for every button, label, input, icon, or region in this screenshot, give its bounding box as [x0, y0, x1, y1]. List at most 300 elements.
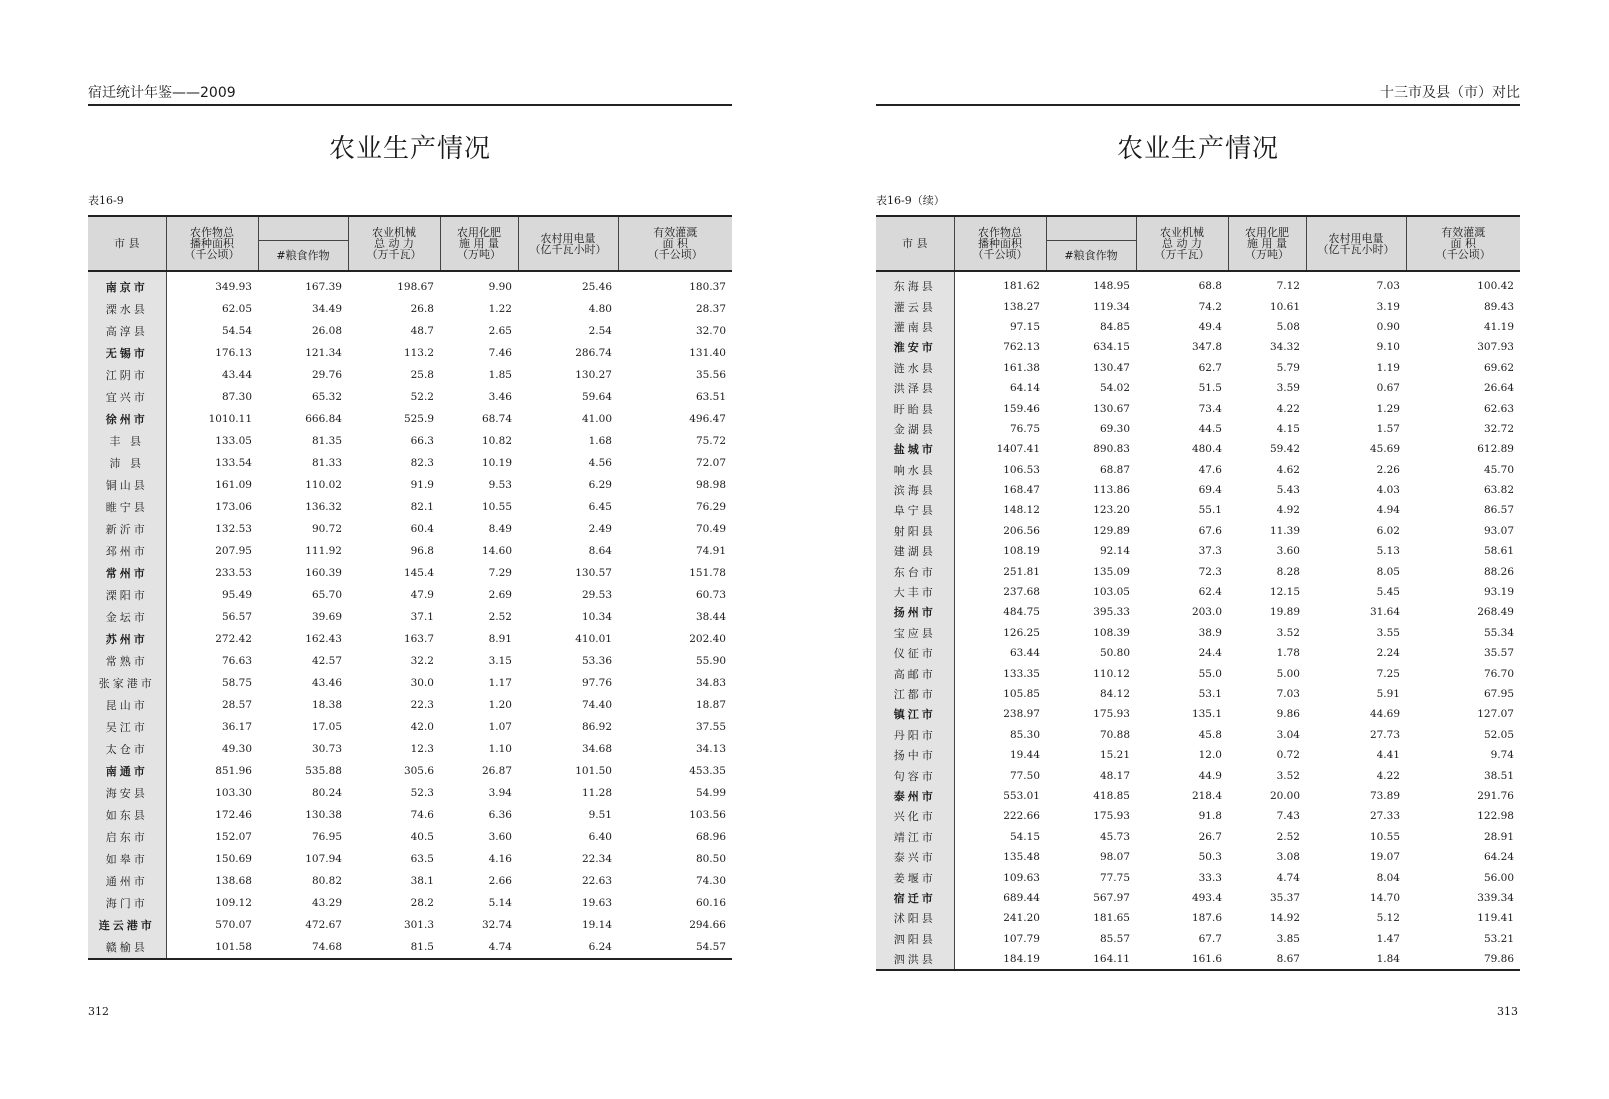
- cell-fertilizer: 6.36: [488, 809, 512, 821]
- row-name: 扬州市: [876, 602, 954, 622]
- cell-electricity: 101.50: [575, 765, 612, 777]
- row-name: 宝应县: [876, 623, 954, 643]
- cell-irrigation: 202.40: [689, 633, 726, 645]
- cell-electricity: 6.02: [1376, 524, 1400, 537]
- cell-crop-area: 58.75: [221, 677, 252, 689]
- cell-machinery: 51.5: [1198, 382, 1222, 395]
- cell-fertilizer: 0.72: [1276, 749, 1300, 762]
- cell-crop-area: 851.96: [215, 765, 252, 777]
- table-row: [876, 765, 1520, 785]
- cell-electricity: 29.53: [581, 589, 612, 601]
- cell-electricity: 5.12: [1376, 912, 1400, 925]
- cell-grain: 666.84: [305, 413, 342, 425]
- table-row: [88, 474, 732, 496]
- row-name: 如东县: [88, 804, 166, 826]
- cell-electricity: 3.19: [1376, 300, 1400, 313]
- table-row: [876, 419, 1520, 439]
- header-city: 市 县: [88, 216, 166, 271]
- cell-machinery: 38.9: [1198, 626, 1222, 639]
- cell-grain: 74.68: [311, 941, 342, 953]
- cell-grain: 81.35: [311, 435, 342, 447]
- cell-fertilizer: 7.43: [1276, 810, 1300, 823]
- table-row: [876, 317, 1520, 337]
- cell-irrigation: 72.07: [695, 457, 726, 469]
- cell-machinery: 12.3: [410, 743, 434, 755]
- cell-fertilizer: 1.10: [488, 743, 512, 755]
- row-name: 连云港市: [88, 914, 166, 936]
- cell-fertilizer: 14.60: [481, 545, 512, 557]
- table-row: [876, 623, 1520, 643]
- cell-electricity: 74.40: [581, 699, 612, 711]
- row-name: 溧阳市: [88, 584, 166, 606]
- cell-irrigation: 69.62: [1483, 361, 1514, 374]
- table-row: [88, 562, 732, 584]
- cell-electricity: 0.90: [1376, 320, 1400, 333]
- cell-grain: 472.67: [305, 919, 342, 931]
- cell-crop-area: 85.30: [1009, 728, 1040, 741]
- cell-fertilizer: 5.00: [1276, 667, 1300, 680]
- cell-crop-area: 101.58: [215, 941, 252, 953]
- cell-machinery: 66.3: [410, 435, 434, 447]
- cell-crop-area: 138.68: [215, 875, 252, 887]
- cell-irrigation: 93.07: [1483, 524, 1514, 537]
- row-name: 泰州市: [876, 786, 954, 806]
- cell-machinery: 347.8: [1191, 341, 1222, 354]
- cell-irrigation: 37.55: [695, 721, 726, 733]
- table-row: [876, 378, 1520, 398]
- cell-electricity: 1.68: [588, 435, 612, 447]
- row-name: 盐城市: [876, 439, 954, 459]
- cell-grain: 69.30: [1099, 422, 1130, 435]
- cell-fertilizer: 2.52: [488, 611, 512, 623]
- table-row: [876, 561, 1520, 581]
- cell-machinery: 48.7: [410, 325, 434, 337]
- cell-machinery: 68.8: [1198, 280, 1222, 293]
- row-name: 太仓市: [88, 738, 166, 760]
- row-name: 阜宁县: [876, 500, 954, 520]
- cell-electricity: 73.89: [1369, 789, 1400, 802]
- cell-fertilizer: 4.15: [1276, 422, 1300, 435]
- table-row: [876, 541, 1520, 561]
- cell-crop-area: 54.54: [221, 325, 252, 337]
- cell-irrigation: 127.07: [1477, 708, 1514, 721]
- table-row: [88, 650, 732, 672]
- cell-irrigation: 35.56: [695, 369, 726, 381]
- cell-electricity: 5.13: [1376, 545, 1400, 558]
- cell-grain: 110.02: [305, 479, 342, 491]
- cell-fertilizer: 19.89: [1269, 606, 1300, 619]
- table-row: [876, 460, 1520, 480]
- cell-electricity: 97.76: [581, 677, 612, 689]
- table-row: [88, 628, 732, 650]
- cell-irrigation: 32.70: [695, 325, 726, 337]
- cell-crop-area: 77.50: [1009, 769, 1040, 782]
- row-name: 丹阳市: [876, 725, 954, 745]
- table-row: [88, 716, 732, 738]
- cell-electricity: 86.92: [581, 721, 612, 733]
- cell-crop-area: 349.93: [215, 281, 252, 293]
- table-row: [876, 398, 1520, 418]
- page-number: 313: [1497, 1005, 1518, 1018]
- cell-crop-area: 272.42: [215, 633, 252, 645]
- row-name: 海门市: [88, 892, 166, 914]
- cell-grain: 18.38: [311, 699, 342, 711]
- row-name: 常熟市: [88, 650, 166, 672]
- cell-grain: 103.05: [1093, 586, 1130, 599]
- cell-fertilizer: 4.22: [1276, 402, 1300, 415]
- cell-electricity: 14.70: [1369, 891, 1400, 904]
- table-row: [88, 892, 732, 914]
- cell-irrigation: 180.37: [689, 281, 726, 293]
- cell-grain: 80.82: [311, 875, 342, 887]
- table-row: [876, 827, 1520, 847]
- cell-fertilizer: 26.87: [481, 765, 512, 777]
- cell-grain: 121.34: [305, 347, 342, 359]
- cell-machinery: 26.7: [1198, 830, 1222, 843]
- cell-fertilizer: 3.94: [488, 787, 512, 799]
- cell-crop-area: 206.56: [1003, 524, 1040, 537]
- table-row: [88, 386, 732, 408]
- table-row: [876, 888, 1520, 908]
- cell-irrigation: 74.30: [695, 875, 726, 887]
- table-row: [876, 745, 1520, 765]
- cell-machinery: 22.3: [410, 699, 434, 711]
- cell-electricity: 2.49: [588, 523, 612, 535]
- cell-fertilizer: 10.19: [481, 457, 512, 469]
- cell-crop-area: 207.95: [215, 545, 252, 557]
- cell-machinery: 73.4: [1198, 402, 1222, 415]
- cell-grain: 164.11: [1093, 953, 1130, 966]
- cell-fertilizer: 35.37: [1269, 891, 1300, 904]
- cell-grain: 175.93: [1093, 708, 1130, 721]
- table-row: [876, 582, 1520, 602]
- cell-crop-area: 105.85: [1003, 688, 1040, 700]
- cell-machinery: 25.8: [410, 369, 434, 381]
- cell-fertilizer: 1.22: [488, 303, 512, 315]
- table-row: [88, 320, 732, 342]
- table-label: 表16-9（续）: [876, 194, 945, 207]
- cell-fertilizer: 2.69: [488, 589, 512, 601]
- cell-grain: 50.80: [1099, 647, 1130, 660]
- cell-grain: 123.20: [1093, 504, 1130, 517]
- cell-electricity: 1.29: [1376, 402, 1400, 415]
- cell-irrigation: 151.78: [689, 567, 726, 579]
- cell-electricity: 286.74: [575, 347, 612, 359]
- row-name: 姜堰市: [876, 867, 954, 887]
- cell-machinery: 44.9: [1198, 769, 1222, 782]
- table-row: [876, 602, 1520, 622]
- cell-grain: 34.49: [311, 303, 342, 315]
- cell-grain: 130.38: [305, 809, 342, 821]
- row-name: 灌云县: [876, 296, 954, 316]
- cell-irrigation: 307.93: [1477, 341, 1514, 354]
- cell-machinery: 42.0: [410, 721, 434, 733]
- cell-grain: 81.33: [311, 457, 342, 469]
- row-name: 兴化市: [876, 806, 954, 826]
- cell-crop-area: 19.44: [1009, 749, 1040, 762]
- cell-crop-area: 109.63: [1003, 871, 1040, 884]
- cell-crop-area: 150.69: [215, 853, 252, 865]
- row-name: 镇江市: [876, 704, 954, 724]
- cell-irrigation: 496.47: [689, 413, 726, 425]
- cell-grain: 108.39: [1093, 626, 1130, 639]
- row-name: 张家港市: [88, 672, 166, 694]
- cell-grain: 107.94: [305, 853, 342, 865]
- row-name: 金湖县: [876, 419, 954, 439]
- row-name: 扬中市: [876, 745, 954, 765]
- cell-electricity: 9.51: [588, 809, 612, 821]
- row-name: 丰 县: [88, 430, 166, 452]
- table-row: [876, 643, 1520, 663]
- cell-crop-area: 36.17: [221, 721, 252, 733]
- cell-crop-area: 762.13: [1003, 341, 1040, 354]
- row-name: 吴江市: [88, 716, 166, 738]
- cell-crop-area: 133.05: [215, 435, 252, 447]
- cell-irrigation: 62.63: [1483, 402, 1514, 415]
- cell-electricity: 34.68: [581, 743, 612, 755]
- table-row: [88, 518, 732, 540]
- cell-machinery: 82.1: [410, 501, 434, 513]
- cell-electricity: 8.04: [1376, 871, 1400, 884]
- cell-machinery: 72.3: [1198, 565, 1222, 578]
- cell-machinery: 55.0: [1198, 667, 1222, 680]
- cell-grain: 39.69: [311, 611, 342, 623]
- row-name: 徐州市: [88, 408, 166, 430]
- table-row: [876, 704, 1520, 724]
- cell-grain: 111.92: [305, 545, 342, 557]
- cell-machinery: 47.6: [1198, 463, 1222, 476]
- cell-machinery: 45.8: [1198, 728, 1222, 741]
- cell-machinery: 63.5: [410, 853, 434, 865]
- cell-crop-area: 103.30: [215, 787, 252, 799]
- cell-electricity: 4.94: [1376, 504, 1400, 517]
- cell-irrigation: 41.19: [1483, 320, 1514, 333]
- table-row: [88, 848, 732, 870]
- cell-electricity: 27.33: [1369, 810, 1400, 823]
- cell-fertilizer: 2.65: [488, 325, 512, 337]
- cell-grain: 395.33: [1093, 606, 1130, 619]
- cell-crop-area: 241.20: [1003, 912, 1040, 925]
- cell-fertilizer: 11.39: [1269, 524, 1300, 537]
- cell-fertilizer: 3.60: [488, 831, 512, 843]
- cell-irrigation: 52.05: [1483, 728, 1514, 741]
- cell-electricity: 7.03: [1376, 280, 1400, 293]
- cell-machinery: 135.1: [1191, 708, 1222, 721]
- cell-fertilizer: 7.46: [488, 347, 512, 359]
- cell-irrigation: 291.76: [1477, 789, 1514, 802]
- cell-electricity: 410.01: [575, 633, 612, 645]
- cell-electricity: 31.64: [1369, 606, 1400, 619]
- cell-machinery: 145.4: [403, 567, 434, 579]
- cell-crop-area: 161.38: [1003, 361, 1040, 374]
- cell-electricity: 4.03: [1376, 484, 1400, 497]
- cell-fertilizer: 1.78: [1276, 647, 1300, 660]
- cell-grain: 17.05: [311, 721, 342, 733]
- cell-machinery: 69.4: [1198, 484, 1222, 497]
- cell-electricity: 5.45: [1376, 586, 1400, 599]
- cell-grain: 43.29: [311, 897, 342, 909]
- row-name: 盱眙县: [876, 398, 954, 418]
- cell-fertilizer: 5.79: [1276, 361, 1300, 374]
- cell-grain: 535.88: [305, 765, 342, 777]
- cell-machinery: 24.4: [1198, 647, 1222, 660]
- cell-electricity: 3.55: [1376, 626, 1400, 639]
- cell-crop-area: 64.14: [1009, 382, 1040, 395]
- table-row: [876, 521, 1520, 541]
- cell-machinery: 50.3: [1198, 851, 1222, 864]
- cell-grain: 65.70: [311, 589, 342, 601]
- cell-electricity: 1.47: [1376, 932, 1400, 945]
- cell-machinery: 60.4: [410, 523, 434, 535]
- row-name: 句容市: [876, 765, 954, 785]
- cell-grain: 48.17: [1099, 769, 1130, 782]
- header-city: 市 县: [876, 216, 954, 271]
- cell-fertilizer: 8.28: [1276, 565, 1300, 578]
- cell-crop-area: 689.44: [1003, 891, 1040, 904]
- cell-irrigation: 63.51: [695, 391, 726, 403]
- page-number: 312: [88, 1005, 109, 1018]
- row-name: 滨海县: [876, 480, 954, 500]
- header-blank: [1046, 216, 1136, 241]
- cell-electricity: 130.57: [575, 567, 612, 579]
- cell-grain: 136.32: [305, 501, 342, 513]
- row-name: 邳州市: [88, 540, 166, 562]
- row-name: 南京市: [88, 271, 166, 298]
- cell-machinery: 62.4: [1198, 586, 1222, 599]
- table-row: [88, 738, 732, 760]
- header-fertilizer: 农用化肥 施 用 量 （万吨）: [440, 216, 518, 271]
- cell-irrigation: 38.51: [1483, 769, 1514, 782]
- cell-grain: 181.65: [1093, 912, 1130, 925]
- row-name: 洪泽县: [876, 378, 954, 398]
- table-row: [88, 936, 732, 959]
- cell-crop-area: 56.57: [221, 611, 252, 623]
- cell-fertilizer: 7.03: [1276, 688, 1300, 700]
- cell-grain: 30.73: [311, 743, 342, 755]
- header-irrigation: 有效灌溉 面 积 （千公顷）: [1406, 216, 1520, 271]
- table-row: [88, 540, 732, 562]
- cell-crop-area: 106.53: [1003, 463, 1040, 476]
- cell-electricity: 4.22: [1376, 769, 1400, 782]
- row-name: 高淳县: [88, 320, 166, 342]
- row-name: 淮安市: [876, 337, 954, 357]
- row-name: 铜山县: [88, 474, 166, 496]
- table-row: [876, 684, 1520, 704]
- cell-crop-area: 172.46: [215, 809, 252, 821]
- cell-irrigation: 89.43: [1483, 300, 1514, 313]
- cell-fertilizer: 9.53: [488, 479, 512, 491]
- cell-irrigation: 122.98: [1477, 810, 1514, 823]
- header-grain: #粮食作物: [258, 241, 348, 272]
- cell-irrigation: 98.98: [695, 479, 726, 491]
- cell-grain: 160.39: [305, 567, 342, 579]
- cell-fertilizer: 8.49: [488, 523, 512, 535]
- cell-electricity: 2.26: [1376, 463, 1400, 476]
- cell-fertilizer: 2.52: [1276, 830, 1300, 843]
- cell-irrigation: 64.24: [1483, 851, 1514, 864]
- cell-crop-area: 76.63: [221, 655, 252, 667]
- cell-grain: 175.93: [1093, 810, 1130, 823]
- table-row: [876, 949, 1520, 970]
- cell-electricity: 4.56: [588, 457, 612, 469]
- header-electricity: 农村用电量 （亿千瓦小时）: [518, 216, 618, 271]
- table-label: 表16-9: [88, 194, 124, 207]
- cell-irrigation: 60.73: [695, 589, 726, 601]
- cell-fertilizer: 3.46: [488, 391, 512, 403]
- table-row: [876, 358, 1520, 378]
- cell-crop-area: 135.48: [1003, 851, 1040, 864]
- cell-crop-area: 43.44: [221, 369, 252, 381]
- cell-crop-area: 168.47: [1003, 484, 1040, 497]
- cell-fertilizer: 59.42: [1269, 443, 1300, 456]
- row-name: 宿迁市: [876, 888, 954, 908]
- row-name: 苏州市: [88, 628, 166, 650]
- page-title: 农业生产情况: [1116, 134, 1279, 164]
- cell-machinery: 525.9: [403, 413, 434, 425]
- cell-crop-area: 109.12: [215, 897, 252, 909]
- cell-fertilizer: 1.20: [488, 699, 512, 711]
- cell-crop-area: 76.75: [1009, 422, 1040, 435]
- cell-machinery: 37.1: [410, 611, 434, 623]
- row-name: 赣榆县: [88, 936, 166, 959]
- cell-machinery: 82.3: [410, 457, 434, 469]
- cell-crop-area: 233.53: [215, 567, 252, 579]
- cell-machinery: 49.4: [1198, 320, 1222, 333]
- cell-grain: 84.12: [1099, 688, 1130, 700]
- row-name: 东台市: [876, 561, 954, 581]
- cell-fertilizer: 12.15: [1269, 586, 1300, 599]
- cell-machinery: 187.6: [1191, 912, 1222, 925]
- cell-machinery: 52.3: [410, 787, 434, 799]
- cell-grain: 129.89: [1093, 524, 1130, 537]
- row-name: 睢宁县: [88, 496, 166, 518]
- cell-crop-area: 251.81: [1003, 565, 1040, 578]
- cell-irrigation: 28.37: [695, 303, 726, 315]
- row-name: 海安县: [88, 782, 166, 804]
- cell-machinery: 55.1: [1198, 504, 1222, 517]
- cell-fertilizer: 4.62: [1276, 463, 1300, 476]
- header-fertilizer: 农用化肥 施 用 量 （万吨）: [1228, 216, 1306, 271]
- cell-irrigation: 93.19: [1483, 586, 1514, 599]
- cell-grain: 890.83: [1093, 443, 1130, 456]
- cell-electricity: 27.73: [1369, 728, 1400, 741]
- cell-irrigation: 34.83: [695, 677, 726, 689]
- row-name: 高邮市: [876, 663, 954, 683]
- cell-grain: 15.21: [1099, 749, 1130, 762]
- cell-grain: 119.34: [1093, 300, 1130, 313]
- cell-fertilizer: 3.52: [1276, 769, 1300, 782]
- cell-irrigation: 38.44: [695, 611, 726, 623]
- cell-machinery: 67.6: [1198, 524, 1222, 537]
- row-name: 无锡市: [88, 342, 166, 364]
- cell-irrigation: 58.61: [1483, 545, 1514, 558]
- row-name: 江阴市: [88, 364, 166, 386]
- agri-table-left: [88, 215, 732, 960]
- cell-grain: 84.85: [1099, 320, 1130, 333]
- cell-grain: 148.95: [1093, 280, 1130, 293]
- row-name: 如皋市: [88, 848, 166, 870]
- table-row: [876, 271, 1520, 296]
- cell-fertilizer: 10.61: [1269, 300, 1300, 313]
- cell-electricity: 4.41: [1376, 749, 1400, 762]
- table-row: [88, 870, 732, 892]
- row-name: 江都市: [876, 684, 954, 704]
- row-name: 南通市: [88, 760, 166, 782]
- row-name: 通州市: [88, 870, 166, 892]
- table-row: [88, 694, 732, 716]
- cell-grain: 77.75: [1099, 871, 1130, 884]
- cell-grain: 68.87: [1099, 463, 1130, 476]
